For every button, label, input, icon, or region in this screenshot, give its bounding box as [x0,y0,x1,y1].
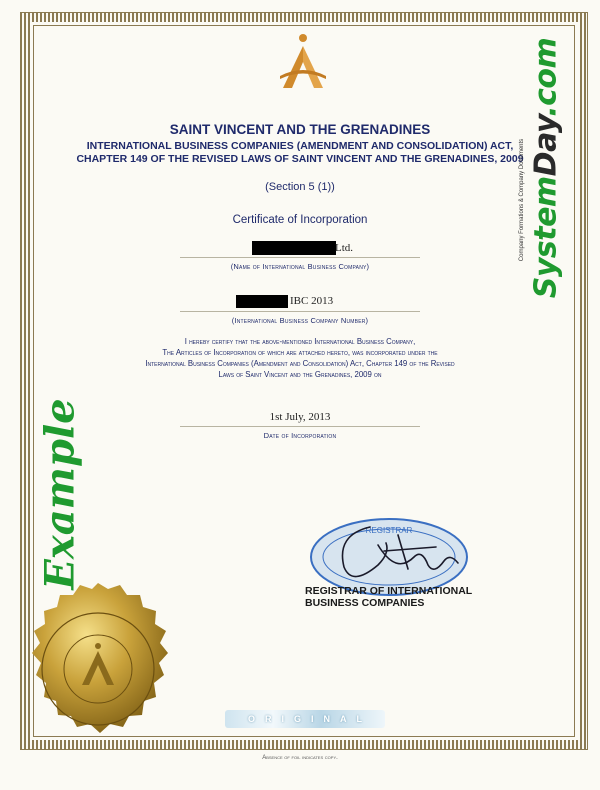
brand-part: .com [528,37,564,117]
signature-icon [318,505,478,595]
act-heading [40,140,560,166]
certification-line: I hereby certify that the above-mentioned International Business Company, [184,337,416,346]
company-number-caption: (International Business Company Number) [231,316,369,325]
brand-watermark-text [529,38,564,299]
certification-line: Laws of Saint Vincent and the Grenadines, 2009 on [218,370,382,379]
company-name-caption: (Name of International Business Company) [230,262,370,271]
foil-letter: I [310,714,314,724]
foil-letter: O [247,714,255,724]
certification-statement [40,336,560,380]
foil-letter: A [339,714,347,724]
act-line: INTERNATIONAL BUSINESS COMPANIES (AMENDMENT AND CONSOLIDATION) ACT, [86,140,514,152]
foil-letter: G [293,714,301,724]
certification-line: International Business Companies (Amendment and Consolidation) Act, Chapter 149 of the Revised [145,359,455,368]
gold-foil-seal-icon [6,580,190,758]
registrar-line: REGISTRAR OF INTERNATIONAL [305,585,473,597]
coat-of-arms-logo-icon [278,32,328,92]
example-watermark-text: Example [36,398,84,590]
brand-part: System [528,176,564,299]
incorporation-date: 1st July, 2013 [269,411,331,423]
registrar-line: BUSINESS COMPANIES [305,597,425,609]
certification-line: The Articles of Incorporation of which are attached hereto, was incorporated under the [162,348,438,357]
stamp-text: REGISTRAR [365,526,413,535]
foil-note: Absence of foil indicates copy. [262,755,338,761]
certificate-title: Certificate of Incorporation [232,214,368,226]
original-foil-label [225,710,385,728]
act-line: CHAPTER 149 OF THE REVISED LAWS OF SAINT VINCENT AND THE GRENADINES, 2009 [76,153,524,165]
redacted-company-number [236,295,288,308]
section-reference: (Section 5 (1)) [265,181,335,193]
company-name-suffix: Ltd. [335,242,354,254]
example-watermark [38,398,82,590]
brand-tagline: Company Formations & Company Documents [519,138,525,262]
foil-letter: R [264,714,272,724]
company-number-suffix: IBC 2013 [290,295,334,307]
date-line [180,426,420,427]
registrar-title [305,585,472,609]
foil-letter: I [281,714,284,724]
company-number-line [180,311,420,312]
date-caption: Date of Incorporation [263,431,337,440]
foil-letter: N [323,714,330,724]
brand-part: Day [528,116,564,177]
country-heading: SAINT VINCENT AND THE GRENADINES [169,122,431,137]
company-name-line [180,257,420,258]
brand-watermark [528,36,564,300]
redacted-company-name [252,241,336,255]
brand-tagline-wrap [516,120,528,280]
foil-letter: L [356,714,362,724]
